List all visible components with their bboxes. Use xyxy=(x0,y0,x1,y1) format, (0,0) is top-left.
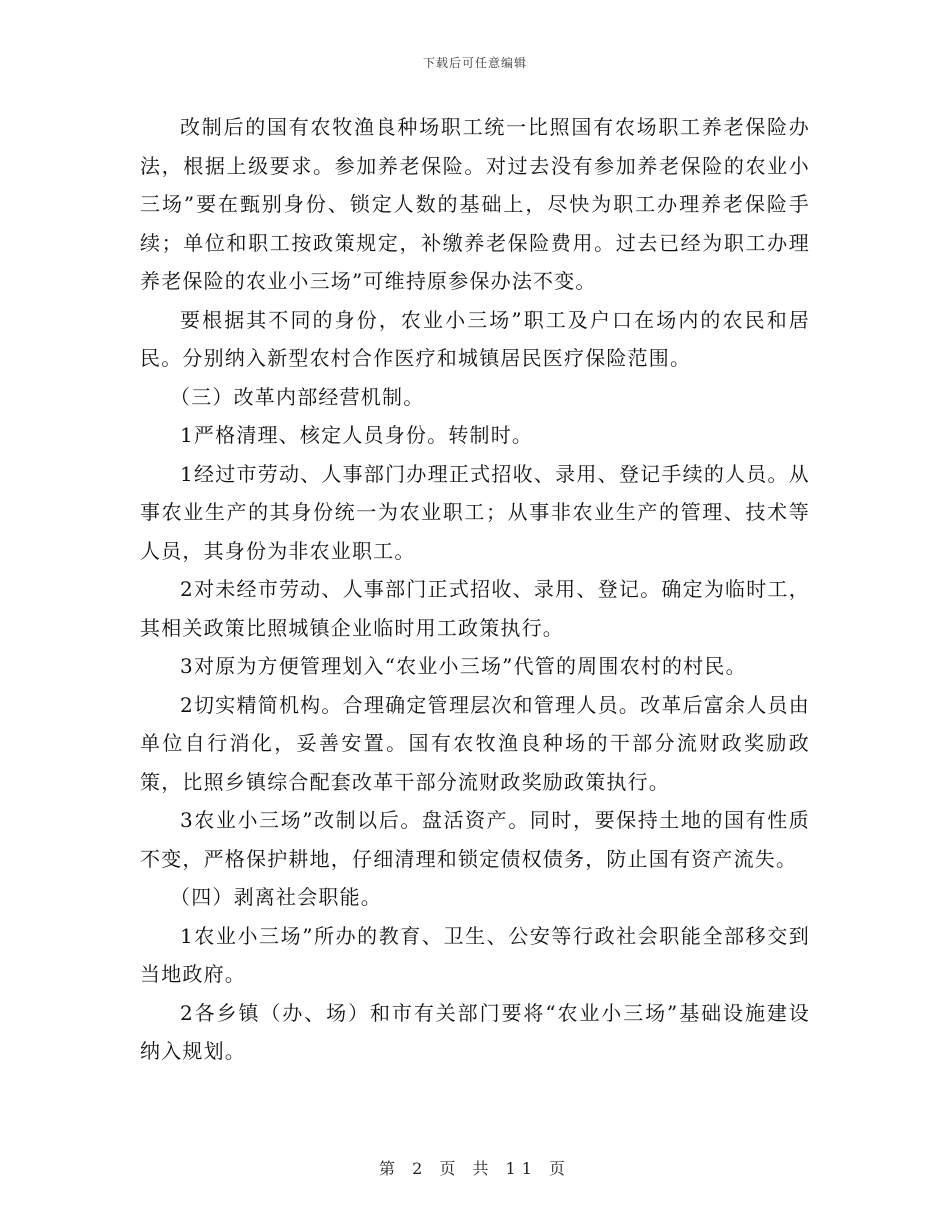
paragraph-subitem-3-villagers: 3对原为方便管理划入“农业小三场”代管的周围农村的村民。 xyxy=(180,654,747,678)
paragraph-item-1-identity: 1严格清理、核定人员身份。转制时。 xyxy=(180,423,534,447)
document-body xyxy=(140,108,810,1071)
paragraph-subitem-1-staff: 1经过市劳动、人事部门办理正式招收、录用、登记手续的人员。从事农业生产的其身份统一为农业职工；从事非农业生产的管理、技术等人员，其身份为非农业职工。 xyxy=(140,461,810,563)
page-header-note: 下载后可任意编辑 xyxy=(422,56,527,70)
paragraph-subitem-2-temporary: 2对未经市劳动、人事部门正式招收、录用、登记。确定为临时工，其相关政策比照城镇企业临时用工政策执行。 xyxy=(140,577,810,640)
section-heading-3: （三）改革内部经营机制。 xyxy=(170,384,425,409)
paragraph-social-functions-1: 1农业小三场”所办的教育、卫生、公安等行政社会职能全部移交到当地政府。 xyxy=(140,923,810,986)
page-number: 第 2 页 共 11 页 xyxy=(379,1159,571,1178)
paragraph-item-3-assets: 3农业小三场”改制以后。盘活资产。同时，要保持土地的国有性质不变，严格保护耕地，仔细清理和锁定债权债务，防止国有资产流失。 xyxy=(140,808,810,871)
paragraph-medical-insurance: 要根据其不同的身份，农业小三场”职工及户口在场内的农民和居民。分别纳入新型农村合作医疗和城镇居民医疗保险范围。 xyxy=(140,307,810,370)
paragraph-item-2-streamline: 2切实精简机构。合理确定管理层次和管理人员。改革后富余人员由单位自行消化，妥善安置。国有农牧渔良种场的干部分流财政奖励政策，比照乡镇综合配套改革干部分流财政奖励政策执行。 xyxy=(140,692,810,794)
paragraph-social-functions-2: 2各乡镇（办、场）和市有关部门要将“农业小三场”基础设施建设纳入规划。 xyxy=(140,1000,810,1063)
paragraph-pension: 改制后的国有农牧渔良种场职工统一比照国有农场职工养老保险办法，根据上级要求。参加养老保险。对过去没有参加养老保险的农业小三场”要在甄别身份、锁定人数的基础上，尽快为职工办理养老保险手续；单位和职工按政策规定，补缴养老保险费用。过去已经为职工办理养老保险的农业小三场”可维持原参保办法不变。 xyxy=(140,115,810,293)
section-heading-4: （四）剥离社会职能。 xyxy=(170,885,382,909)
